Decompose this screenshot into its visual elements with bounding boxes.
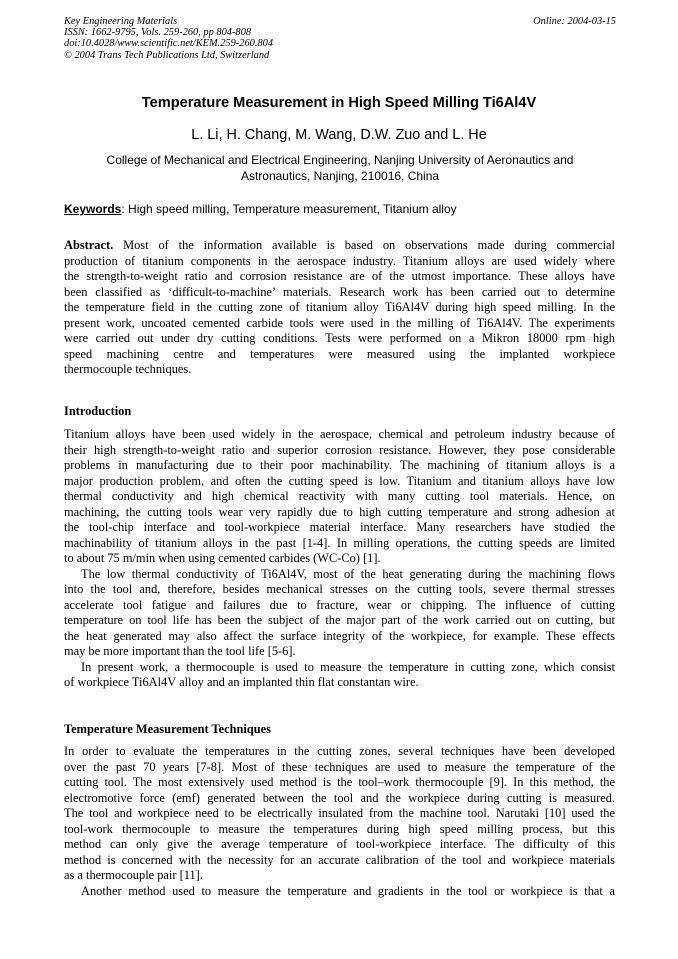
- body-line: into the tool and, therefore, besides mechanical stresses on the cutting tools, severe thermal stresses: [64, 582, 615, 596]
- body-line: The low thermal conductivity of Ti6Al4V, most of the heat generating during the machining flows: [81, 566, 615, 581]
- keywords-label: Keywords: [64, 202, 122, 216]
- body-line: as a thermocouple pair [11].: [64, 868, 203, 882]
- body-line: the heat generated may also affect the surface integrity of the workpiece, for example. These effects: [64, 628, 615, 643]
- introduction-body: [64, 427, 615, 691]
- paper-authors: L. Li, H. Chang, M. Wang, D.W. Zuo and L. He: [191, 127, 487, 143]
- abstract-line: present work, uncoated cemented carbide tools were used in the milling of Ti6Al4V. The experiments: [64, 315, 615, 330]
- body-line: Another method used to measure the temperature and gradients in the tool or workpiece is that a: [81, 883, 615, 898]
- body-line: method is concerned with the necessity for an accurate calibration of the tool and workpiece materials: [64, 852, 615, 867]
- affiliation-line: Astronautics, Nanjing, 210016, China: [240, 169, 440, 183]
- keywords-text: : High speed milling, Temperature measurement, Titanium alloy: [121, 202, 457, 216]
- body-line: accelerate tool fatigue and failures due to fracture, wear or chipping. The influence of cutting: [64, 597, 615, 612]
- body-line: method can only give the average temperature of tool-workpiece interface. The difficulty of this: [64, 837, 615, 851]
- techniques-heading: Temperature Measurement Techniques: [64, 722, 271, 736]
- affiliation-line: College of Mechanical and Electrical Engineering, Nanjing University of Aeronautics and: [106, 153, 574, 167]
- issn-line: ISSN: 1662-9795, Vols. 259-260, pp 804-808: [64, 27, 252, 39]
- body-line: to about 75 m/min when using cemented carbides (WC-Co) [1].: [64, 551, 381, 565]
- abstract: [64, 238, 615, 378]
- abstract-line: speed machining centre and temperatures were measured using the implanted workpiece: [64, 346, 615, 361]
- techniques-body: [64, 744, 615, 899]
- abstract-line: were carried out under dry cutting conditions. Tests were performed on a Mikron 18000 rpm high: [64, 331, 615, 345]
- body-line: Titanium alloys have been used widely in the aerospace, chemical and petroleum industry because of: [64, 427, 615, 441]
- abstract-line: been classified as ‘difficult-to-machine’ materials. Research work has been carried out to determine: [64, 284, 615, 299]
- abstract-line: thermocouple techniques.: [64, 362, 192, 376]
- abstract-line: the temperature field in the cutting zone of titanium alloy Ti6Al4V during high speed milling. In the: [64, 300, 615, 314]
- abstract-label: Abstract.: [64, 238, 114, 252]
- paper-title: Temperature Measurement in High Speed Milling Ti6Al4V: [141, 95, 537, 111]
- body-line: temperature on tool life has been the subject of the major part of the work carried out on cutting, but: [64, 613, 615, 627]
- body-line: thermal conductivity and high chemical reactivity with many cutting tool materials. Hence, on: [64, 489, 615, 503]
- introduction-heading: Introduction: [64, 404, 132, 418]
- keywords: [64, 202, 457, 216]
- online-date: Online: 2004-03-15: [533, 16, 616, 27]
- journal-meta: [64, 16, 273, 61]
- body-line: major production problem, and often the cutting speed is low. Titanium and titanium alloys have low: [64, 473, 615, 488]
- body-line: In present work, a thermocouple is used to measure the temperature in cutting zone, which consist: [81, 659, 615, 674]
- doi-line: doi:10.4028/www.scientific.net/KEM.259-260.804: [64, 38, 274, 50]
- body-line: the tool-chip interface and tool-workpiece material interface. Many researchers have studied the: [64, 520, 615, 534]
- body-line: their high strength-to-weight ratio and superior corrosion resistance. However, they pose considerable: [64, 442, 615, 457]
- body-line: of workpiece Ti6Al4V alloy and an implanted thin flat constantan wire.: [64, 675, 419, 689]
- body-line: tool-work thermocouple to measure the temperatures during high speed milling process, but this: [64, 821, 615, 836]
- body-line: problems in manufacturing due to their poor machinability. The machining of titanium alloys is a: [64, 458, 615, 472]
- body-line: cutting tool. The most extensively used method is the tool–work thermocouple [9]. In this method, the: [64, 775, 615, 789]
- journal-name: Key Engineering Materials: [64, 16, 178, 27]
- body-line: machining, the cutting tools wear very rapidly due to high cutting temperature and strong adhesion at: [64, 504, 615, 519]
- affiliation: [88, 152, 592, 184]
- abstract-line: [64, 238, 615, 254]
- copyright-line: © 2004 Trans Tech Publications Ltd, Switzerland: [64, 49, 270, 61]
- abstract-text: Most of the information available is based on observations made during commercial: [113, 238, 615, 252]
- body-line: electromotive force (emf) generated between the tool and the workpiece during cutting is measured.: [64, 790, 615, 805]
- abstract-line: production of titanium components in the aerospace industry. Titanium alloys are used widely where: [64, 253, 615, 268]
- body-line: over the past 70 years [7-8]. Most of these techniques are used to measure the temperature of the: [64, 759, 615, 774]
- body-line: The tool and workpiece need to be electrically insulated from the machine tool. Narutaki [10] used the: [64, 806, 615, 820]
- abstract-line: the strength-to-weight ratio and corrosion resistance are of the utmost importance. These alloys have: [64, 269, 615, 283]
- body-line: machinability of titanium alloys in the past [1-4]. In milling operations, the cutting speeds are limited: [64, 535, 615, 550]
- body-line: may be more important than the tool life [5-6].: [64, 644, 296, 658]
- body-line: In order to evaluate the temperatures in the cutting zones, several techniques have been developed: [64, 744, 615, 758]
